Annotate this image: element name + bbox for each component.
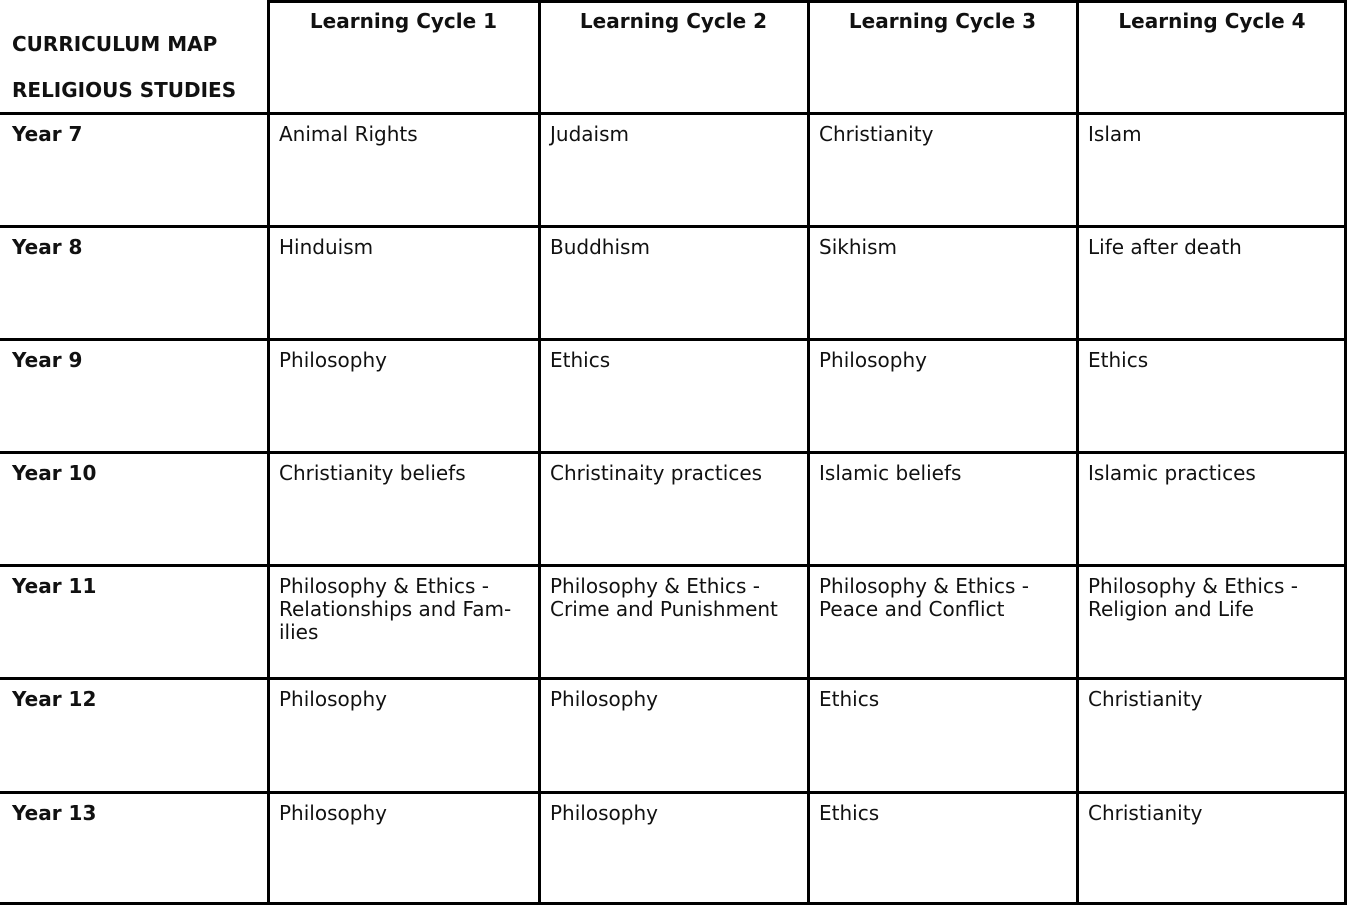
table-cell: Christinaity practices — [550, 461, 763, 485]
table-cell: Islamic beliefs — [819, 461, 962, 485]
table-cell: Philosophy — [279, 801, 387, 825]
row-header-year-9: Year 9 — [12, 348, 83, 372]
table-cell: Christianity — [1088, 801, 1203, 825]
row-header-year-12: Year 12 — [12, 687, 97, 711]
grid-line-horizontal — [0, 451, 1347, 454]
column-header-cycle-4: Learning Cycle 4 — [1118, 9, 1306, 33]
table-cell: Christianity — [1088, 687, 1203, 711]
row-header-year-7: Year 7 — [12, 122, 83, 146]
grid-line-horizontal — [0, 112, 1347, 115]
table-cell: Ethics — [819, 687, 880, 711]
table-title — [0, 0, 268, 113]
table-cell: Hinduism — [279, 235, 374, 259]
table-cell: Philosophy — [279, 348, 387, 372]
title-line-2: RELIGIOUS STUDIES — [12, 78, 237, 102]
table-cell: Ethics — [819, 801, 880, 825]
table-cell: Philosophy — [279, 687, 387, 711]
column-header-cycle-3: Learning Cycle 3 — [848, 9, 1037, 33]
grid-line-horizontal — [0, 338, 1347, 341]
table-cell: Philosophy & Ethics - Crime and Punishment — [550, 574, 778, 621]
table-cell: Judaism — [550, 122, 629, 146]
table-cell: Ethics — [550, 348, 611, 372]
table-cell: Ethics — [1088, 348, 1149, 372]
table-cell: Philosophy & Ethics - Peace and Conflict — [819, 574, 1029, 621]
table-cell: Philosophy — [550, 687, 658, 711]
grid-line-horizontal — [0, 677, 1347, 680]
grid-line-horizontal — [0, 564, 1347, 567]
table-cell: Christianity beliefs — [279, 461, 466, 485]
column-header-cycle-2: Learning Cycle 2 — [579, 9, 768, 33]
grid-line-horizontal — [0, 791, 1347, 794]
grid-line-horizontal — [267, 0, 1347, 3]
title-line-1: CURRICULUM MAP — [12, 32, 218, 56]
table-cell: Life after death — [1088, 235, 1242, 259]
table-cell: Philosophy & Ethics - Relationships and Fam- ilies — [279, 574, 512, 644]
row-header-year-10: Year 10 — [12, 461, 97, 485]
table-cell: Christianity — [819, 122, 934, 146]
row-header-year-11: Year 11 — [12, 574, 97, 598]
table-cell: Buddhism — [550, 235, 650, 259]
table-cell: Philosophy — [819, 348, 927, 372]
grid-line-horizontal — [0, 225, 1347, 228]
table-cell: Islamic practices — [1088, 461, 1256, 485]
table-cell: Animal Rights — [279, 122, 418, 146]
column-header-cycle-1: Learning Cycle 1 — [309, 9, 498, 33]
row-header-year-13: Year 13 — [12, 801, 97, 825]
table-cell: Sikhism — [819, 235, 897, 259]
row-header-year-8: Year 8 — [12, 235, 83, 259]
table-cell: Philosophy & Ethics - Religion and Life — [1088, 574, 1298, 621]
table-cell: Islam — [1088, 122, 1142, 146]
table-cell: Philosophy — [550, 801, 658, 825]
